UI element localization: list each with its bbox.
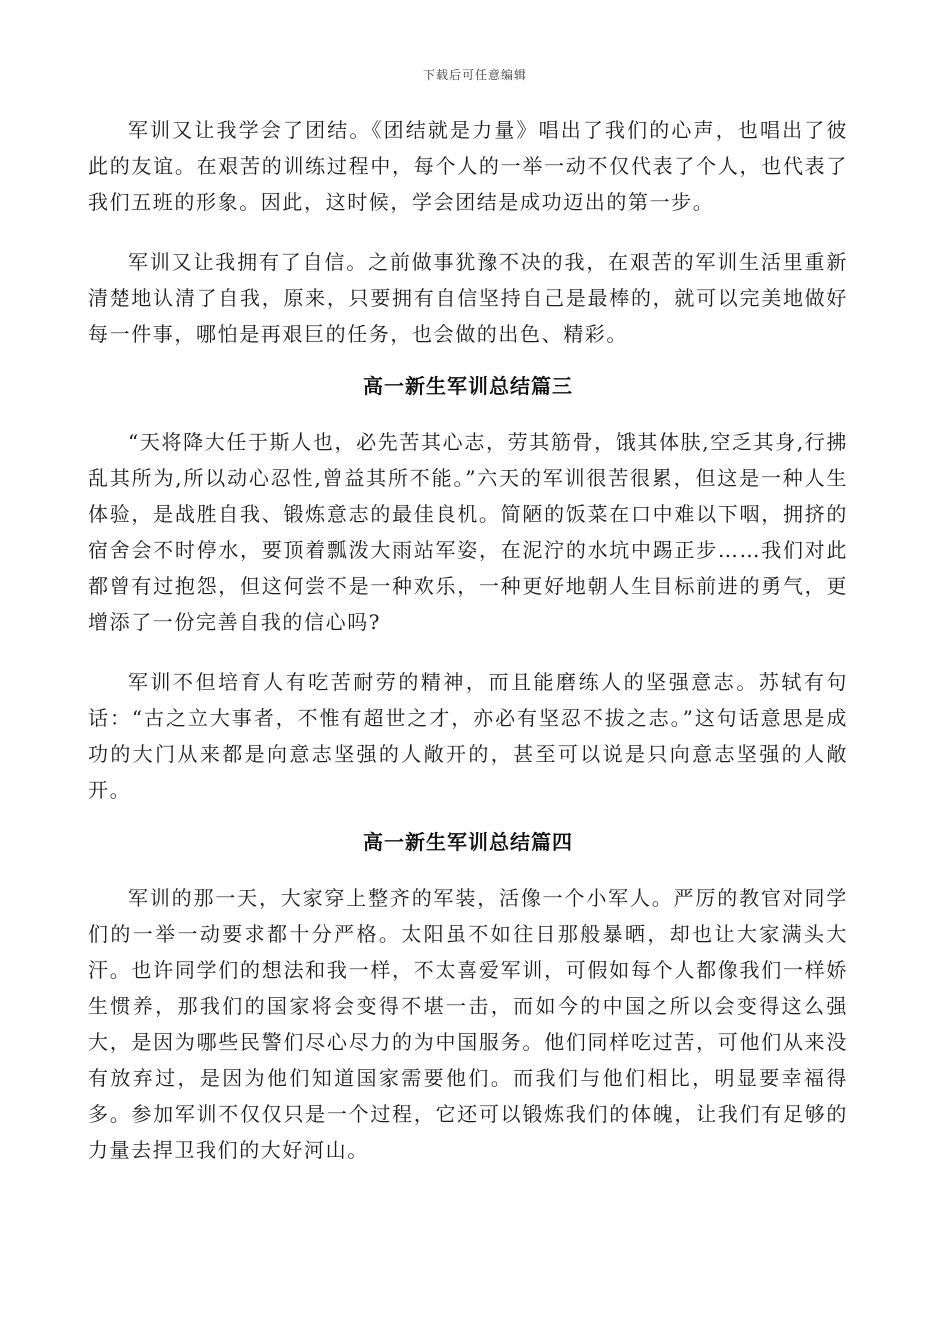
document-body xyxy=(88,112,848,1168)
paragraph: 军训又让我拥有了自信。之前做事犹豫不决的我，在艰苦的军训生活里重新清楚地认清了自我，原来，只要拥有自信坚持自己是最棒的，就可以完美地做好每一件事，哪怕是再艰巨的任务，也会做的出色、精彩。 xyxy=(88,250,848,346)
section-heading: 高一新生军训总结篇三 xyxy=(363,374,573,398)
section-heading: 高一新生军训总结篇四 xyxy=(363,830,573,854)
paragraph: 军训又让我学会了团结。《团结就是力量》唱出了我们的心声，也唱出了彼此的友谊。在艰苦的训练过程中，每个人的一举一动不仅代表了个人，也代表了我们五班的形象。因此，这时候，学会团结是成功迈出的第一步。 xyxy=(88,118,848,214)
page-header: 下载后可任意编辑 xyxy=(422,68,527,82)
paragraph: “天将降大任于斯人也，必先苦其心志，劳其筋骨，饿其体肤,空乏其身,行拂乱其所为,所以动心忍性,曾益其所不能。”六天的军训很苦很累，但这是一种人生体验，是战胜自我、锻炼意志的最佳良机。简陋的饭菜在口中难以下咽，拥挤的宿舍会不时停水，要顶着瓢泼大雨站军姿，在泥泞的水坑中踢正步……我们对此都曾有过抱怨，但这何尝不是一种欢乐，一种更好地朝人生目标前进的勇气，更增添了一份完善自我的信心吗? xyxy=(88,430,848,634)
paragraph: 军训不但培育人有吃苦耐劳的精神，而且能磨练人的坚强意志。苏轼有句话：“古之立大事者，不惟有超世之才，亦必有坚忍不拔之志。”这句话意思是成功的大门从来都是向意志坚强的人敞开的，甚至可以说是只向意志坚强的人敞开。 xyxy=(88,670,848,802)
paragraph: 军训的那一天，大家穿上整齐的军装，活像一个小军人。严厉的教官对同学们的一举一动要求都十分严格。太阳虽不如往日那般暴晒，却也让大家满头大汗。也许同学们的想法和我一样，不太喜爱军训，可假如每个人都像我们一样娇生惯养，那我们的国家将会变得不堪一击，而如今的中国之所以会变得这么强大，是因为哪些民警们尽心尽力的为中国服务。他们同样吃过苦，可他们从来没有放弃过，是因为他们知道国家需要他们。而我们与他们相比，明显要幸福得多。参加军训不仅仅只是一个过程，它还可以锻炼我们的体魄，让我们有足够的力量去捍卫我们的大好河山。 xyxy=(88,886,848,1162)
